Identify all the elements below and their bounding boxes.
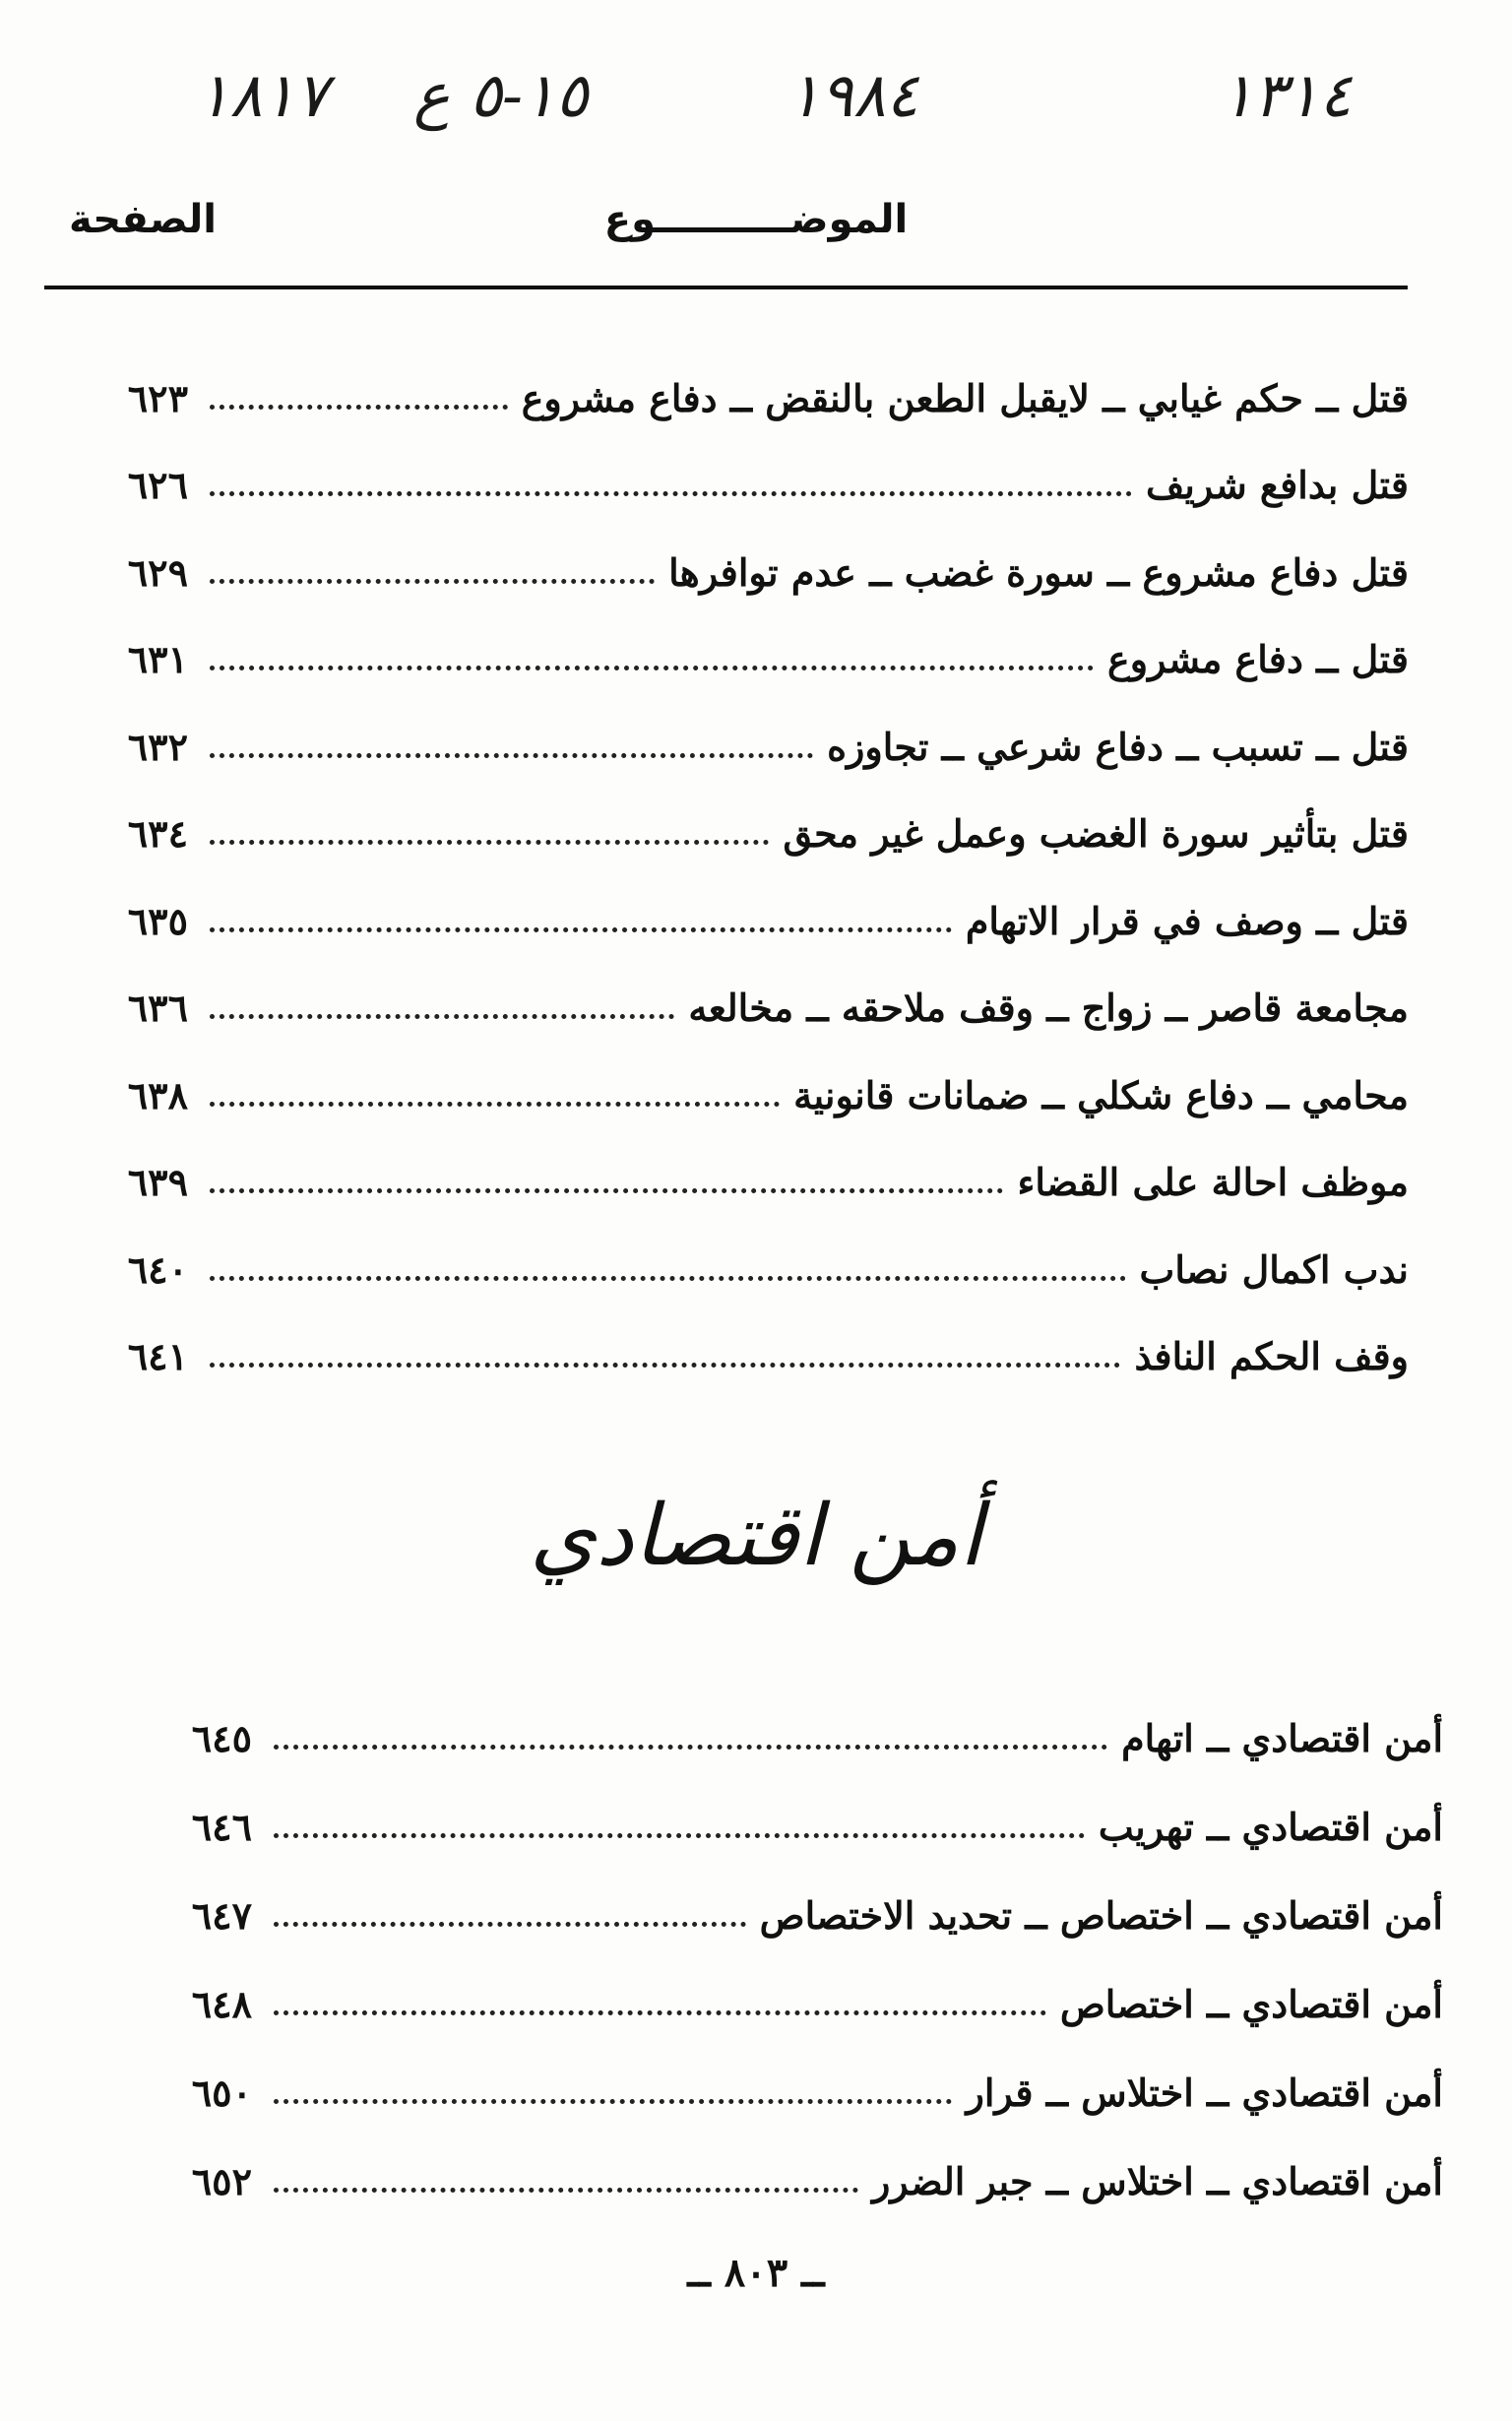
entry-page: ٦٣٤ <box>127 811 188 856</box>
dot-leader <box>210 1188 1003 1193</box>
index-list-part1 <box>99 330 1409 1378</box>
dot-leader <box>210 1014 674 1019</box>
dot-leader <box>210 666 1094 670</box>
handwritten-number: ١٣١٤ <box>1221 59 1353 131</box>
index-entry <box>163 1846 1443 1938</box>
handwritten-reference-3: ع <box>413 59 450 131</box>
index-entry <box>99 330 1409 420</box>
handwritten-reference-2 <box>413 59 589 131</box>
entry-subject: أمن اقتصادي ــ اختلاس ــ قرار <box>966 2071 1443 2115</box>
index-entry <box>99 504 1409 595</box>
index-entry <box>99 1115 1409 1202</box>
index-entry <box>163 2112 1443 2203</box>
index-entry <box>99 940 1409 1028</box>
entry-page: ٦٣٥ <box>127 898 188 943</box>
dot-leader <box>210 1363 1120 1368</box>
entry-page: ٦٢٣ <box>127 375 188 420</box>
entry-subject: قتل بدافع شريف <box>1145 463 1409 507</box>
dot-leader <box>274 1922 746 1927</box>
entry-subject: موظف احالة على القضاء <box>1017 1160 1409 1204</box>
entry-page: ٦٤٧ <box>191 1893 252 1938</box>
index-entry <box>99 1289 1409 1376</box>
entry-subject: أمن اقتصادي ــ اتهام <box>1121 1716 1443 1760</box>
dot-leader <box>210 1102 780 1107</box>
dot-leader <box>274 1833 1085 1838</box>
entry-page: ٦٣٩ <box>127 1160 188 1204</box>
index-entry <box>163 2023 1443 2115</box>
entry-page: ٦٤٥ <box>191 1716 252 1760</box>
index-entry <box>99 417 1409 505</box>
entry-subject: أمن اقتصادي ــ تهريب <box>1098 1805 1443 1849</box>
entry-subject: أمن اقتصادي ــ اختصاص <box>1059 1982 1443 2026</box>
header-divider <box>44 286 1408 289</box>
index-entry <box>99 592 1409 679</box>
entry-subject: مجامعة قاصر ــ زواج ــ وقف ملاحقه ــ مخالعه <box>688 986 1409 1030</box>
entry-subject: وقف الحكم النافذ <box>1134 1334 1409 1378</box>
entry-subject: ندب اكمال نصاب <box>1139 1246 1409 1292</box>
dot-leader <box>274 1745 1107 1750</box>
dot-leader <box>210 1276 1126 1281</box>
entry-page: ٦٥٠ <box>191 2071 252 2115</box>
entry-page: ٦٤٦ <box>191 1805 252 1849</box>
dot-leader <box>274 2099 952 2104</box>
entry-subject: قتل ــ وصف في قرار الاتهام <box>965 898 1409 943</box>
entry-subject: أمن اقتصادي ــ اختصاص ــ تحديد الاختصاص <box>759 1893 1443 1938</box>
page-column-header: الصفحة <box>69 197 218 242</box>
entry-page: ٦٣٦ <box>127 986 188 1030</box>
entry-subject: أمن اقتصادي ــ اختلاس ــ جبر الضرر <box>871 2159 1443 2203</box>
subject-column-header: الموضــــــــــوع <box>603 197 909 242</box>
entry-page: ٦٢٦ <box>127 463 188 507</box>
handwritten-reference-1: ١٨١٧ <box>197 59 329 131</box>
entry-page: ٦٤٠ <box>127 1246 188 1292</box>
index-entry <box>163 1669 1443 1760</box>
entry-page: ٦٤٨ <box>191 1982 252 2026</box>
handwritten-year: ١٩٨٤ <box>788 59 919 131</box>
entry-page: ٦٥٢ <box>191 2159 252 2203</box>
dot-leader <box>210 753 813 758</box>
dot-leader <box>274 2188 858 2193</box>
section-title: أمن اقتصادي <box>529 1487 983 1585</box>
index-entry <box>99 1027 1409 1115</box>
entry-subject: محامي ــ دفاع شكلي ــ ضمانات قانونية <box>793 1072 1409 1117</box>
index-entry <box>99 1201 1409 1292</box>
entry-page: ٦٢٩ <box>127 549 188 595</box>
entry-subject: قتل دفاع مشروع ــ سورة غضب ــ عدم توافرها <box>668 549 1409 595</box>
index-entry <box>99 766 1409 854</box>
index-entry <box>163 1757 1443 1849</box>
index-entry <box>99 678 1409 769</box>
entry-page: ٦٣١ <box>127 637 188 681</box>
entry-page: ٦٤١ <box>127 1334 188 1378</box>
dot-leader <box>210 840 769 845</box>
dot-leader <box>210 927 952 932</box>
entry-page: ٦٣٢ <box>127 724 188 769</box>
dot-leader <box>210 579 655 584</box>
entry-subject: قتل بتأثير سورة الغضب وعمل غير محق <box>783 811 1409 856</box>
entry-subject: قتل ــ تسبب ــ دفاع شرعي ــ تجاوزه <box>827 724 1409 769</box>
footer-page-number: ــ ٨٠٣ ــ <box>687 2250 825 2296</box>
entry-subject: قتل ــ دفاع مشروع <box>1107 637 1409 681</box>
handwritten-reference-2-number: ١٥-٥ <box>469 59 589 131</box>
dot-leader <box>274 2010 1046 2015</box>
dot-leader <box>210 491 1132 496</box>
entry-subject: قتل ــ حكم غيابي ــ لايقبل الطعن بالنقض ــ دفاع مشروع <box>521 375 1409 420</box>
entry-page: ٦٣٨ <box>127 1072 188 1117</box>
index-entry <box>99 853 1409 943</box>
index-list-part2 <box>163 1669 1443 2203</box>
dot-leader <box>210 405 508 410</box>
index-entry <box>163 1935 1443 2026</box>
